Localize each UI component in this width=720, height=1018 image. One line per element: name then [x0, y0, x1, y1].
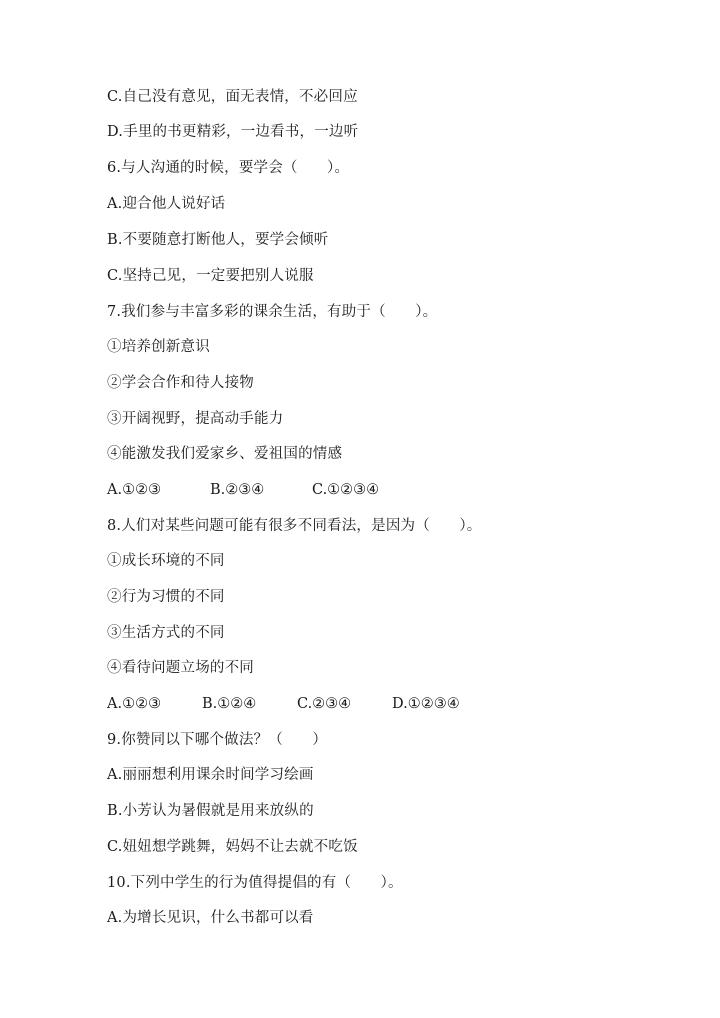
q9-option-a: A.丽丽想利用课余时间学习绘画	[107, 767, 314, 783]
q5-option-d: D.手里的书更精彩，一边看书，一边听	[107, 124, 359, 140]
q7-option-c: C.①②③④	[312, 482, 380, 498]
question-6: 6.与人沟通的时候，要学会（ ）。	[107, 160, 350, 176]
q7-option-a: A.①②③	[107, 482, 162, 498]
q7-option-b: B.②③④	[210, 482, 265, 498]
q7-statement-1: ①培养创新意识	[107, 339, 210, 355]
q8-statement-2: ②行为习惯的不同	[107, 589, 225, 605]
q8-statement-4: ④看待问题立场的不同	[107, 660, 254, 676]
question-10: 10.下列中学生的行为值得提倡的有（ ）。	[107, 875, 403, 891]
q6-option-a: A.迎合他人说好话	[107, 196, 226, 212]
q6-option-c: C.坚持己见，一定要把别人说服	[107, 268, 314, 284]
q7-statement-3: ③开阔视野，提高动手能力	[107, 411, 284, 427]
q8-option-a: A.①②③	[107, 696, 162, 712]
q5-option-c: C.自己没有意见，面无表情，不必回应	[107, 89, 358, 105]
q8-statement-3: ③生活方式的不同	[107, 625, 225, 641]
q9-option-c: C.妞妞想学跳舞，妈妈不让去就不吃饭	[107, 839, 358, 855]
q8-option-b: B.①②④	[202, 696, 257, 712]
q9-option-b: B.小芳认为暑假就是用来放纵的	[107, 803, 314, 819]
q8-statement-1: ①成长环境的不同	[107, 553, 225, 569]
q6-option-b: B.不要随意打断他人，要学会倾听	[107, 232, 329, 248]
q7-statement-4: ④能激发我们爱家乡、爱祖国的情感	[107, 446, 343, 462]
q7-statement-2: ②学会合作和待人接物	[107, 375, 254, 391]
q8-option-d: D.①②③④	[392, 696, 460, 712]
question-7: 7.我们参与丰富多彩的课余生活，有助于（ ）。	[107, 304, 438, 320]
question-9: 9.你赞同以下哪个做法？（ ）	[107, 732, 328, 748]
q10-option-a: A.为增长见识，什么书都可以看	[107, 910, 314, 926]
q8-option-c: C.②③④	[297, 696, 352, 712]
question-8: 8.人们对某些问题可能有很多不同看法，是因为（ ）。	[107, 518, 482, 534]
